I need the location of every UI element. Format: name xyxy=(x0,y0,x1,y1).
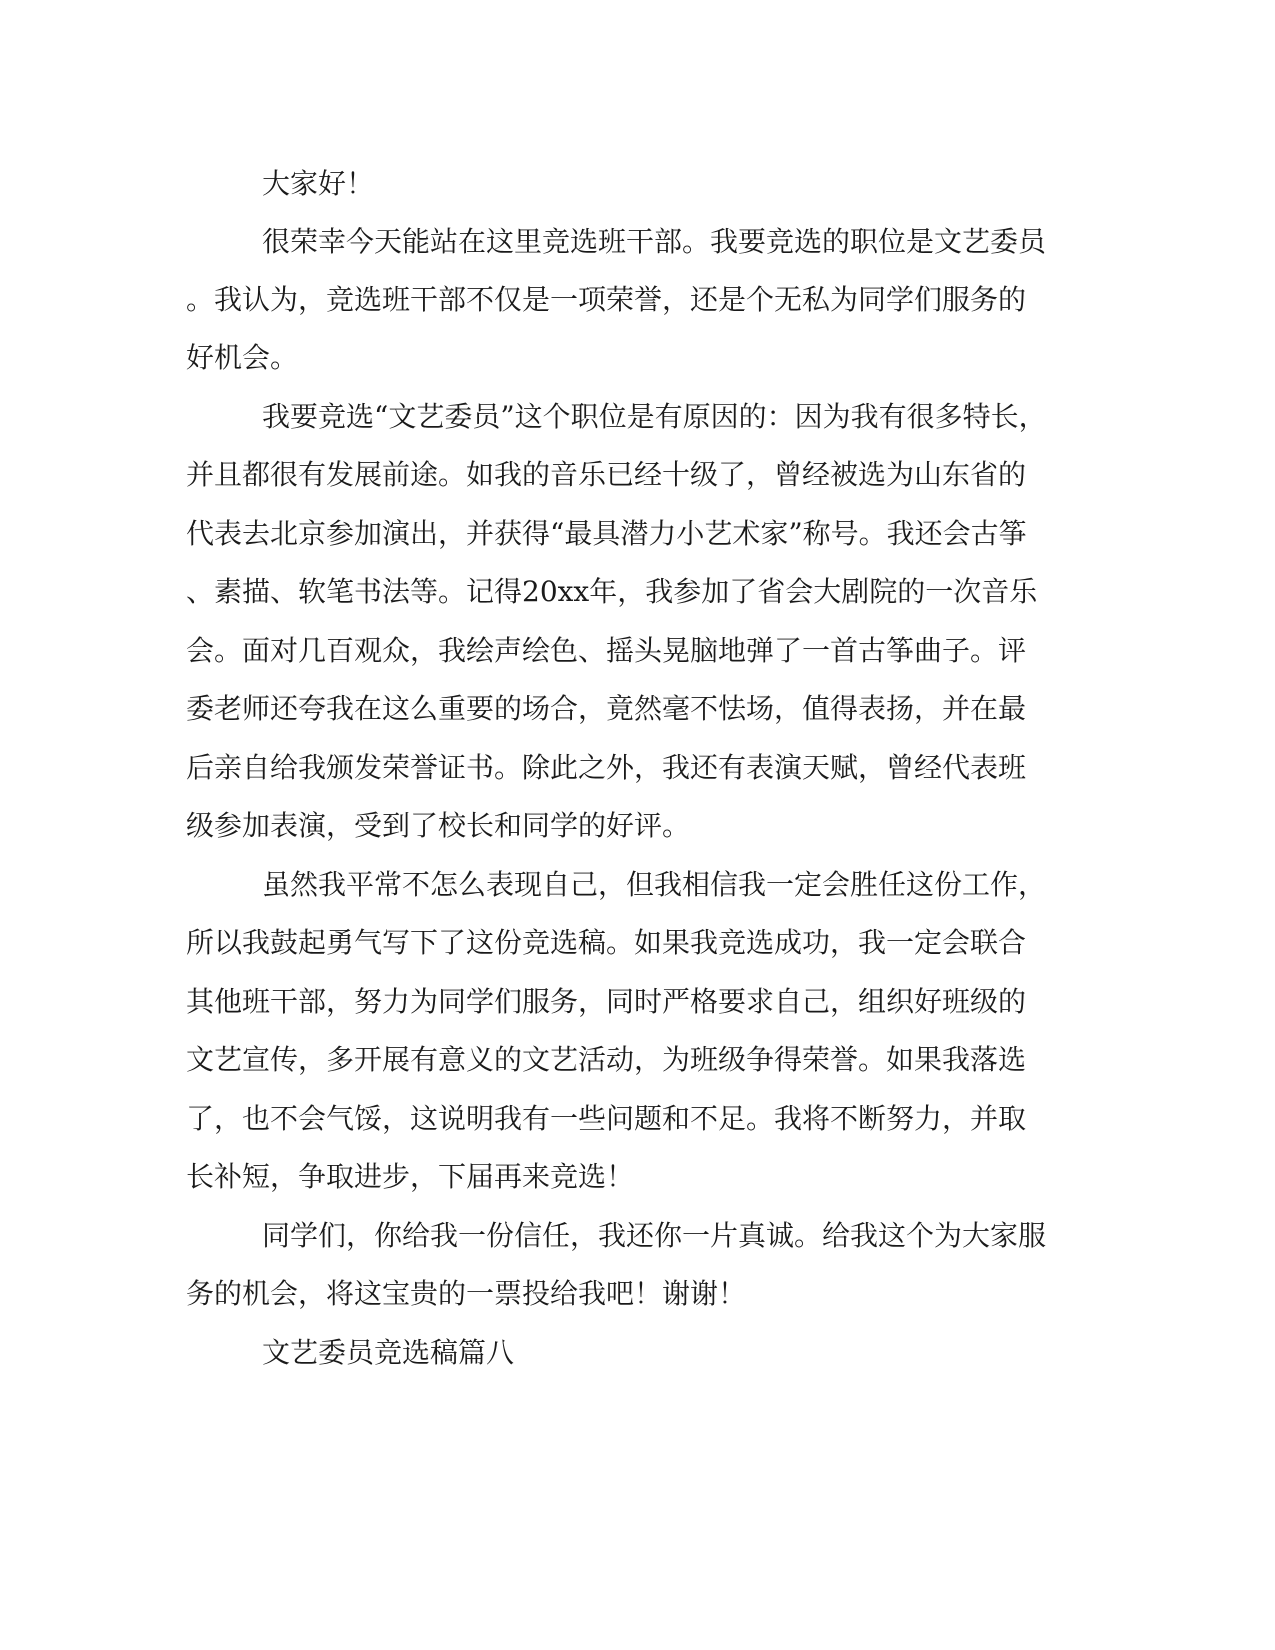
greeting-line: 大家好！ xyxy=(262,167,375,200)
paragraph-3-line-2: 所以我鼓起勇气写下了这份竞选稿。如果我竞选成功，我一定会联合 xyxy=(186,926,1027,959)
paragraph-2-line-5: 会。面对几百观众，我绘声绘色、摇头晃脑地弹了一首古筝曲子。评 xyxy=(186,634,1027,667)
paragraph-2-line-2: 并且都很有发展前途。如我的音乐已经十级了，曾经被选为山东省的 xyxy=(186,458,1027,491)
paragraph-3-line-3: 其他班干部，努力为同学们服务，同时严格要求自己，组织好班级的 xyxy=(186,985,1027,1018)
paragraph-2-line-4: 、素描、软笔书法等。记得20xx年，我参加了省会大剧院的一次音乐 xyxy=(186,575,1038,608)
paragraph-3-line-5: 了，也不会气馁，这说明我有一些问题和不足。我将不断努力，并取 xyxy=(186,1102,1027,1135)
paragraph-1-line-2: 。我认为，竞选班干部不仅是一项荣誉，还是个无私为同学们服务的 xyxy=(186,283,1027,316)
paragraph-2-line-1: 我要竞选“文艺委员”这个职位是有原因的：因为我有很多特长， xyxy=(262,400,1047,433)
paragraph-1-line-3: 好机会。 xyxy=(186,341,299,374)
section-heading: 文艺委员竞选稿篇八 xyxy=(262,1336,515,1369)
paragraph-3-line-1: 虽然我平常不怎么表现自己，但我相信我一定会胜任这份工作， xyxy=(262,868,1047,901)
paragraph-4-line-1: 同学们，你给我一份信任，我还你一片真诚。给我这个为大家服 xyxy=(262,1219,1047,1252)
paragraph-2-line-8: 级参加表演，受到了校长和同学的好评。 xyxy=(186,809,691,842)
paragraph-1-line-1: 很荣幸今天能站在这里竞选班干部。我要竞选的职位是文艺委员 xyxy=(262,225,1047,258)
paragraph-3-line-4: 文艺宣传，多开展有意义的文艺活动，为班级争得荣誉。如果我落选 xyxy=(186,1043,1027,1076)
paragraph-2-line-3: 代表去北京参加演出，并获得“最具潜力小艺术家”称号。我还会古筝 xyxy=(186,517,1027,550)
paragraph-3-line-6: 长补短，争取进步，下届再来竞选！ xyxy=(186,1160,635,1193)
paragraph-4-line-2: 务的机会，将这宝贵的一票投给我吧！谢谢！ xyxy=(186,1277,747,1310)
paragraph-2-line-7: 后亲自给我颁发荣誉证书。除此之外，我还有表演天赋，曾经代表班 xyxy=(186,751,1027,784)
paragraph-2-line-6: 委老师还夸我在这么重要的场合，竟然毫不怯场，值得表扬，并在最 xyxy=(186,692,1027,725)
